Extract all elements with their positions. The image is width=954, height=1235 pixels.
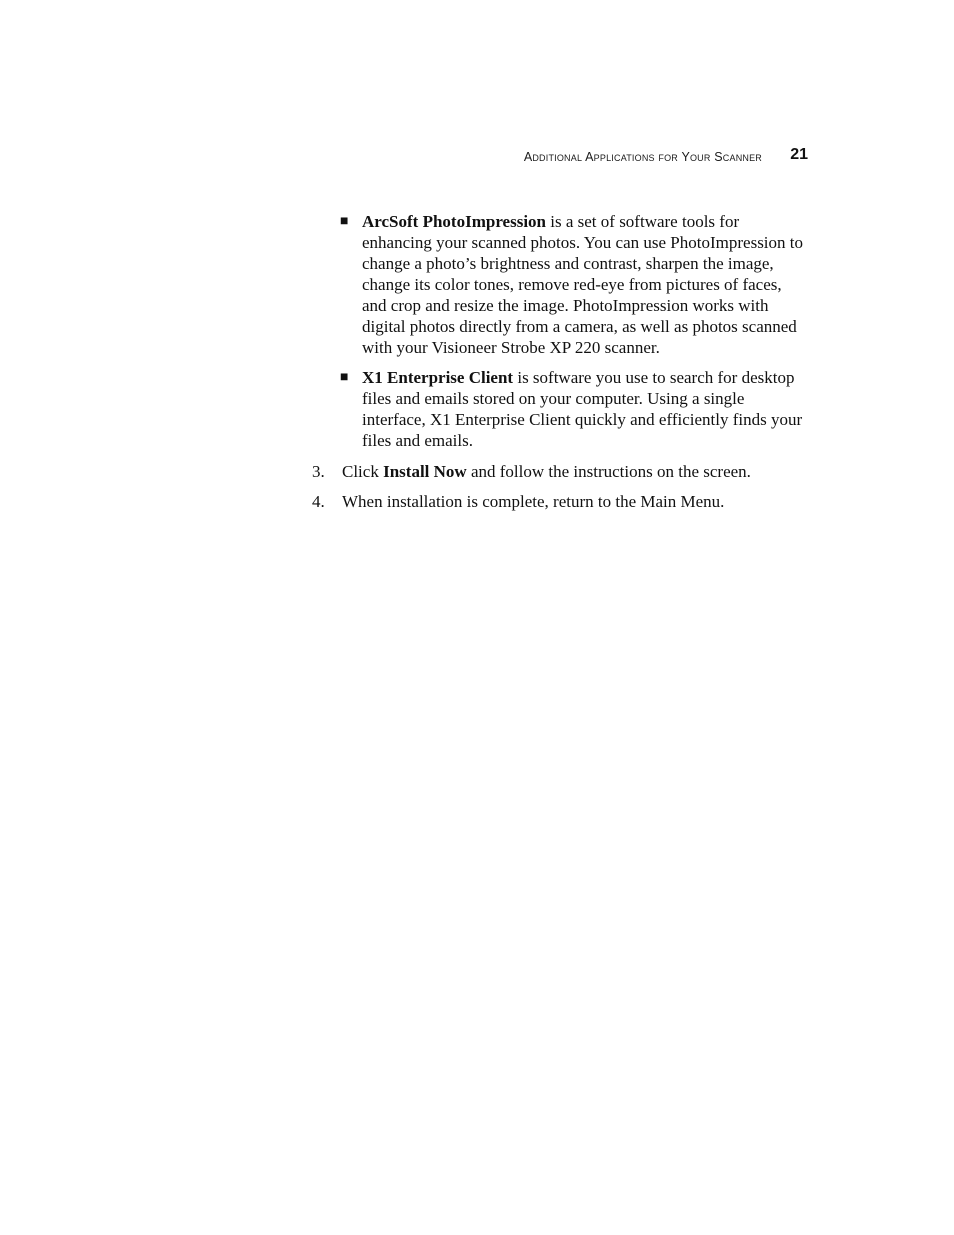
- step-number: 4.: [312, 492, 325, 511]
- step-text-before: When installation is complete, return to the Main Menu.: [342, 492, 725, 511]
- step-text-after: and follow the instructions on the screen.: [466, 462, 751, 481]
- bullet-text: [362, 211, 808, 358]
- bullet-text: [362, 367, 808, 451]
- bullet-item-photoimpression: [340, 211, 810, 358]
- page-number: 21: [790, 146, 808, 163]
- bullet-term: ArcSoft PhotoImpression: [362, 212, 547, 231]
- step-text: [342, 461, 751, 482]
- running-header: [300, 146, 808, 170]
- step-emphasis: Install Now: [383, 462, 467, 481]
- bullet-term: X1 Enterprise Client: [362, 368, 514, 387]
- step-text: [342, 491, 724, 512]
- bullet-item-x1-enterprise-client: [340, 367, 810, 451]
- bullet-description: is a set of software tools for enhancing your scanned photos. You can use PhotoImpression to change a photo’s brightness and contrast, sharpen the image, change its color tones, remove red-eye from pictures of faces, and crop and resize the image. PhotoImpression works with digital photos directly from a camera, as well as photos scanned with your Visioneer Strobe XP 220 scanner.: [362, 212, 804, 357]
- step-text-before: Click: [342, 462, 384, 481]
- running-title: Additional Applications for Your Scanner: [523, 150, 762, 164]
- square-bullet-icon: ■: [340, 214, 349, 229]
- step-number: 3.: [312, 462, 325, 481]
- square-bullet-icon: ■: [340, 370, 349, 385]
- bullet-description: is software you use to search for desktop files and emails stored on your computer. Using a single interface, X1 Enterprise Client quickly and efficiently finds your files and emails.: [362, 368, 803, 450]
